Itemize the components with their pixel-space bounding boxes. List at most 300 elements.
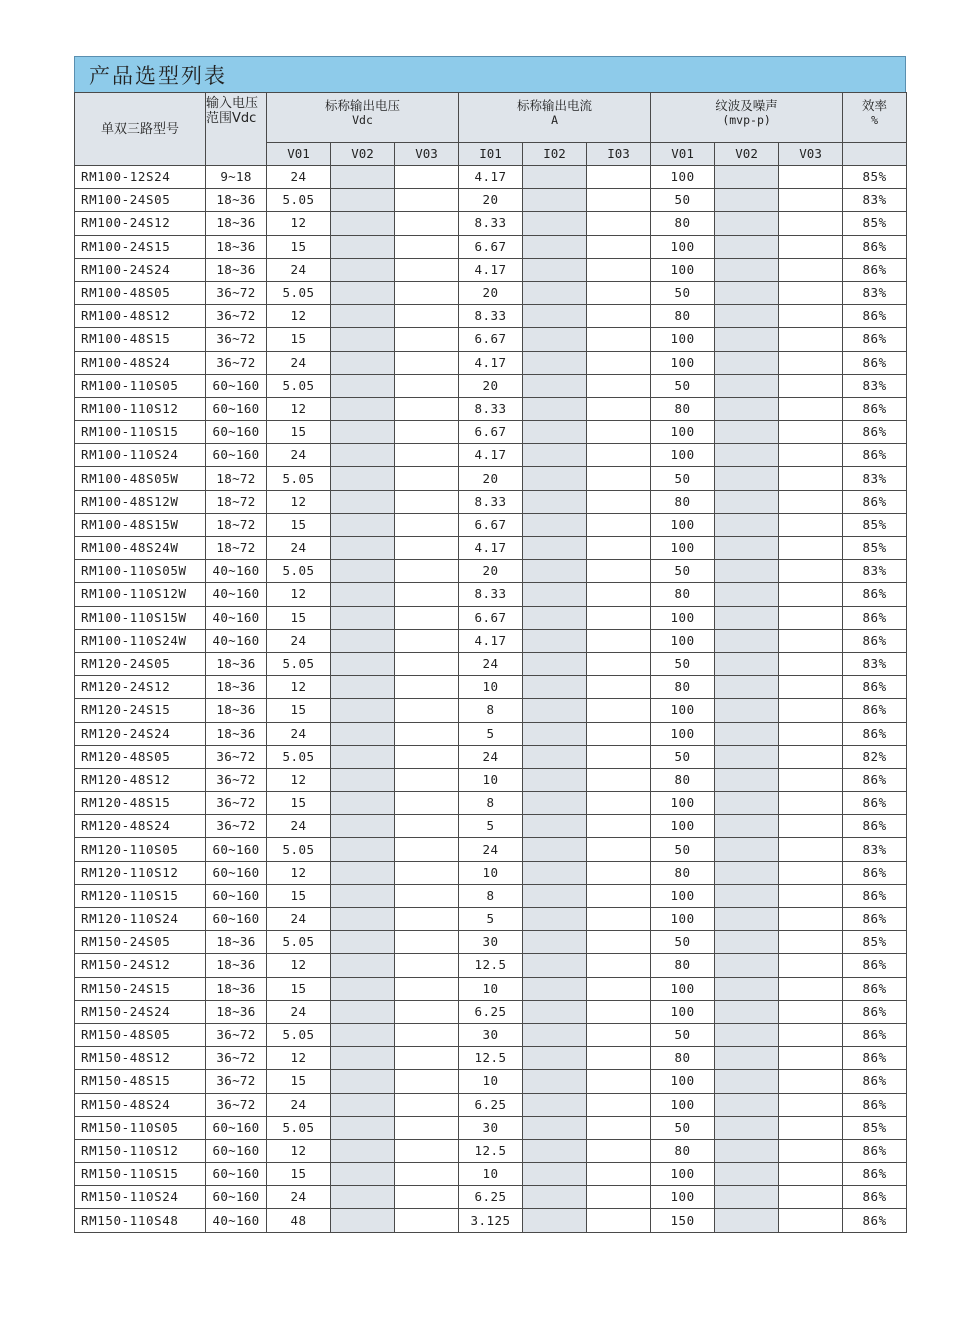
table-row — [75, 1047, 907, 1070]
cell-v03 — [395, 1116, 459, 1139]
cell-i03 — [587, 676, 651, 699]
cell-eff: 86% — [843, 861, 907, 884]
cell-model: RM120-48S15 — [75, 792, 206, 815]
cell-v03 — [395, 374, 459, 397]
cell-r01: 80 — [651, 676, 715, 699]
cell-r02 — [715, 699, 779, 722]
cell-v01: 12 — [267, 768, 331, 791]
cell-vin: 60~160 — [206, 861, 267, 884]
table-row — [75, 768, 907, 791]
cell-i01: 12.5 — [459, 1139, 523, 1162]
cell-model: RM150-110S15 — [75, 1163, 206, 1186]
cell-v02 — [331, 652, 395, 675]
cell-model: RM120-24S05 — [75, 652, 206, 675]
cell-i02 — [523, 1093, 587, 1116]
cell-r03 — [779, 258, 843, 281]
cell-eff: 83% — [843, 467, 907, 490]
header-model — [75, 93, 206, 166]
cell-i02 — [523, 1209, 587, 1232]
cell-r03 — [779, 374, 843, 397]
table-row — [75, 931, 907, 954]
cell-i02 — [523, 606, 587, 629]
cell-r01: 50 — [651, 931, 715, 954]
cell-r01: 80 — [651, 583, 715, 606]
cell-v03 — [395, 1093, 459, 1116]
cell-r02 — [715, 1186, 779, 1209]
cell-i02 — [523, 745, 587, 768]
cell-vin: 36~72 — [206, 305, 267, 328]
cell-i02 — [523, 328, 587, 351]
table-row — [75, 235, 907, 258]
cell-model: RM120-110S12 — [75, 861, 206, 884]
cell-v02 — [331, 374, 395, 397]
cell-v03 — [395, 629, 459, 652]
cell-vin: 18~36 — [206, 931, 267, 954]
cell-r01: 100 — [651, 166, 715, 189]
cell-r03 — [779, 351, 843, 374]
cell-i03 — [587, 722, 651, 745]
cell-v02 — [331, 699, 395, 722]
cell-i03 — [587, 305, 651, 328]
cell-r01: 100 — [651, 1070, 715, 1093]
cell-r02 — [715, 351, 779, 374]
cell-i01: 6.25 — [459, 1186, 523, 1209]
cell-model: RM100-24S05 — [75, 189, 206, 212]
cell-r02 — [715, 745, 779, 768]
cell-v02 — [331, 189, 395, 212]
cell-i01: 5 — [459, 908, 523, 931]
cell-v02 — [331, 861, 395, 884]
cell-model: RM120-24S15 — [75, 699, 206, 722]
cell-i01: 8 — [459, 699, 523, 722]
cell-r03 — [779, 792, 843, 815]
cell-v01: 12 — [267, 954, 331, 977]
cell-v03 — [395, 397, 459, 420]
cell-v01: 15 — [267, 977, 331, 1000]
cell-r02 — [715, 606, 779, 629]
cell-v02 — [331, 722, 395, 745]
cell-v02 — [331, 1093, 395, 1116]
cell-i03 — [587, 421, 651, 444]
cell-r03 — [779, 212, 843, 235]
table-row — [75, 908, 907, 931]
cell-i03 — [587, 1093, 651, 1116]
cell-v03 — [395, 884, 459, 907]
cell-model: RM150-110S48 — [75, 1209, 206, 1232]
cell-i01: 12.5 — [459, 1047, 523, 1070]
cell-r02 — [715, 1000, 779, 1023]
cell-v02 — [331, 792, 395, 815]
cell-v02 — [331, 931, 395, 954]
cell-vin: 9~18 — [206, 166, 267, 189]
cell-v03 — [395, 676, 459, 699]
cell-i03 — [587, 745, 651, 768]
cell-v03 — [395, 815, 459, 838]
cell-i03 — [587, 328, 651, 351]
cell-r02 — [715, 629, 779, 652]
cell-r03 — [779, 977, 843, 1000]
cell-vin: 60~160 — [206, 374, 267, 397]
cell-i03 — [587, 189, 651, 212]
cell-r01: 100 — [651, 1163, 715, 1186]
cell-vin: 60~160 — [206, 884, 267, 907]
cell-i01: 4.17 — [459, 351, 523, 374]
table-header — [75, 93, 907, 166]
cell-i03 — [587, 258, 651, 281]
cell-eff: 86% — [843, 676, 907, 699]
cell-vin: 36~72 — [206, 1023, 267, 1046]
cell-r02 — [715, 258, 779, 281]
cell-r02 — [715, 397, 779, 420]
cell-r01: 150 — [651, 1209, 715, 1232]
cell-model: RM150-48S12 — [75, 1047, 206, 1070]
cell-r02 — [715, 861, 779, 884]
cell-r02 — [715, 305, 779, 328]
cell-vin: 36~72 — [206, 351, 267, 374]
cell-model: RM120-48S05 — [75, 745, 206, 768]
header-vin — [206, 93, 267, 166]
cell-v01: 5.05 — [267, 560, 331, 583]
cell-v03 — [395, 1186, 459, 1209]
cell-i02 — [523, 676, 587, 699]
cell-i03 — [587, 652, 651, 675]
cell-eff: 86% — [843, 328, 907, 351]
cell-i03 — [587, 838, 651, 861]
cell-v03 — [395, 1163, 459, 1186]
cell-eff: 86% — [843, 606, 907, 629]
cell-r03 — [779, 467, 843, 490]
cell-v01: 5.05 — [267, 189, 331, 212]
cell-eff: 85% — [843, 166, 907, 189]
cell-v01: 5.05 — [267, 838, 331, 861]
cell-vin: 36~72 — [206, 1093, 267, 1116]
cell-vin: 18~36 — [206, 699, 267, 722]
cell-model: RM100-110S12W — [75, 583, 206, 606]
cell-vin: 60~160 — [206, 1163, 267, 1186]
cell-vin: 18~36 — [206, 212, 267, 235]
table-row — [75, 676, 907, 699]
cell-r03 — [779, 1163, 843, 1186]
cell-i03 — [587, 235, 651, 258]
cell-i03 — [587, 560, 651, 583]
table-row — [75, 189, 907, 212]
cell-r01: 100 — [651, 1000, 715, 1023]
cell-i02 — [523, 351, 587, 374]
cell-i01: 4.17 — [459, 258, 523, 281]
cell-i02 — [523, 908, 587, 931]
cell-vin: 18~36 — [206, 652, 267, 675]
table-row — [75, 560, 907, 583]
cell-i02 — [523, 281, 587, 304]
cell-v03 — [395, 212, 459, 235]
cell-v01: 5.05 — [267, 745, 331, 768]
cell-r02 — [715, 1209, 779, 1232]
header-v03: V03 — [395, 143, 459, 166]
cell-v02 — [331, 421, 395, 444]
cell-model: RM120-24S12 — [75, 676, 206, 699]
cell-v02 — [331, 583, 395, 606]
cell-vin: 60~160 — [206, 1139, 267, 1162]
cell-i01: 20 — [459, 374, 523, 397]
cell-r01: 100 — [651, 235, 715, 258]
cell-v01: 12 — [267, 397, 331, 420]
cell-v03 — [395, 908, 459, 931]
cell-v01: 24 — [267, 444, 331, 467]
cell-v03 — [395, 305, 459, 328]
cell-r03 — [779, 328, 843, 351]
cell-eff: 85% — [843, 1116, 907, 1139]
cell-r01: 50 — [651, 838, 715, 861]
cell-v02 — [331, 305, 395, 328]
cell-r01: 100 — [651, 351, 715, 374]
cell-vin: 36~72 — [206, 328, 267, 351]
cell-vin: 40~160 — [206, 560, 267, 583]
cell-vin: 18~36 — [206, 722, 267, 745]
table-row — [75, 722, 907, 745]
cell-r03 — [779, 189, 843, 212]
cell-v02 — [331, 1000, 395, 1023]
cell-v02 — [331, 954, 395, 977]
cell-eff: 83% — [843, 189, 907, 212]
cell-vin: 60~160 — [206, 838, 267, 861]
cell-r03 — [779, 606, 843, 629]
cell-model: RM150-48S15 — [75, 1070, 206, 1093]
cell-v02 — [331, 490, 395, 513]
cell-v01: 12 — [267, 305, 331, 328]
cell-v03 — [395, 722, 459, 745]
cell-v01: 5.05 — [267, 1023, 331, 1046]
cell-r02 — [715, 1139, 779, 1162]
cell-r01: 100 — [651, 328, 715, 351]
cell-i03 — [587, 467, 651, 490]
table-row — [75, 861, 907, 884]
cell-i03 — [587, 1000, 651, 1023]
cell-v01: 15 — [267, 328, 331, 351]
cell-eff: 86% — [843, 1209, 907, 1232]
cell-eff: 86% — [843, 954, 907, 977]
cell-v03 — [395, 583, 459, 606]
cell-r02 — [715, 374, 779, 397]
cell-v01: 24 — [267, 258, 331, 281]
table-row — [75, 1023, 907, 1046]
cell-r02 — [715, 537, 779, 560]
cell-v03 — [395, 1070, 459, 1093]
cell-i01: 6.67 — [459, 513, 523, 536]
cell-v03 — [395, 560, 459, 583]
cell-eff: 86% — [843, 444, 907, 467]
cell-vin: 36~72 — [206, 768, 267, 791]
cell-eff: 86% — [843, 1163, 907, 1186]
cell-model: RM100-12S24 — [75, 166, 206, 189]
header-r03: V03 — [779, 143, 843, 166]
cell-v02 — [331, 444, 395, 467]
cell-i01: 6.67 — [459, 606, 523, 629]
cell-r02 — [715, 235, 779, 258]
cell-v01: 12 — [267, 1047, 331, 1070]
cell-v02 — [331, 884, 395, 907]
cell-i02 — [523, 189, 587, 212]
cell-i01: 10 — [459, 977, 523, 1000]
cell-r01: 100 — [651, 606, 715, 629]
cell-r02 — [715, 444, 779, 467]
cell-v03 — [395, 977, 459, 1000]
cell-i01: 5 — [459, 815, 523, 838]
cell-v02 — [331, 351, 395, 374]
cell-v01: 48 — [267, 1209, 331, 1232]
cell-vin: 18~72 — [206, 467, 267, 490]
cell-v03 — [395, 235, 459, 258]
cell-v02 — [331, 977, 395, 1000]
cell-i01: 10 — [459, 1163, 523, 1186]
table-row — [75, 351, 907, 374]
cell-v01: 15 — [267, 792, 331, 815]
cell-r03 — [779, 444, 843, 467]
table-row — [75, 467, 907, 490]
cell-i02 — [523, 490, 587, 513]
cell-v02 — [331, 513, 395, 536]
cell-i03 — [587, 977, 651, 1000]
cell-r01: 80 — [651, 305, 715, 328]
table-row — [75, 258, 907, 281]
cell-v03 — [395, 931, 459, 954]
cell-r03 — [779, 629, 843, 652]
header-model-label: 单双三路型号 — [100, 121, 179, 137]
cell-i03 — [587, 583, 651, 606]
cell-i01: 6.25 — [459, 1000, 523, 1023]
cell-eff: 85% — [843, 537, 907, 560]
cell-i02 — [523, 977, 587, 1000]
cell-i02 — [523, 884, 587, 907]
cell-v02 — [331, 166, 395, 189]
cell-vin: 40~160 — [206, 606, 267, 629]
cell-vin: 18~36 — [206, 676, 267, 699]
cell-model: RM150-110S12 — [75, 1139, 206, 1162]
cell-i01: 20 — [459, 467, 523, 490]
cell-r01: 80 — [651, 1047, 715, 1070]
cell-i02 — [523, 560, 587, 583]
cell-r01: 50 — [651, 281, 715, 304]
cell-model: RM120-110S15 — [75, 884, 206, 907]
table-row — [75, 212, 907, 235]
cell-i03 — [587, 1116, 651, 1139]
cell-v01: 15 — [267, 884, 331, 907]
cell-r02 — [715, 421, 779, 444]
cell-vin: 18~72 — [206, 490, 267, 513]
cell-i03 — [587, 1186, 651, 1209]
cell-r03 — [779, 815, 843, 838]
header-vout — [267, 93, 459, 143]
cell-v03 — [395, 328, 459, 351]
cell-r02 — [715, 1070, 779, 1093]
header-vin-line1: 输入电压 — [206, 96, 259, 111]
cell-v02 — [331, 1047, 395, 1070]
cell-model: RM100-48S12W — [75, 490, 206, 513]
cell-eff: 86% — [843, 629, 907, 652]
cell-model: RM100-110S05 — [75, 374, 206, 397]
cell-v01: 15 — [267, 1163, 331, 1186]
cell-r03 — [779, 537, 843, 560]
table-row — [75, 1116, 907, 1139]
cell-r01: 80 — [651, 768, 715, 791]
cell-v01: 15 — [267, 513, 331, 536]
cell-v02 — [331, 1023, 395, 1046]
table-row — [75, 954, 907, 977]
cell-eff: 86% — [843, 1023, 907, 1046]
cell-r03 — [779, 305, 843, 328]
cell-v01: 24 — [267, 629, 331, 652]
cell-model: RM150-24S24 — [75, 1000, 206, 1023]
cell-r02 — [715, 815, 779, 838]
cell-r03 — [779, 884, 843, 907]
cell-model: RM150-48S24 — [75, 1093, 206, 1116]
cell-i02 — [523, 1116, 587, 1139]
table-row — [75, 1209, 907, 1232]
cell-i03 — [587, 606, 651, 629]
cell-i03 — [587, 1047, 651, 1070]
cell-i01: 8.33 — [459, 490, 523, 513]
cell-r02 — [715, 838, 779, 861]
cell-i01: 20 — [459, 560, 523, 583]
cell-r02 — [715, 908, 779, 931]
cell-r03 — [779, 954, 843, 977]
cell-vin: 60~160 — [206, 1116, 267, 1139]
cell-vin: 18~36 — [206, 1000, 267, 1023]
cell-vin: 40~160 — [206, 629, 267, 652]
cell-i02 — [523, 258, 587, 281]
cell-r03 — [779, 699, 843, 722]
cell-eff: 86% — [843, 1047, 907, 1070]
table-row — [75, 1163, 907, 1186]
table-row — [75, 815, 907, 838]
cell-i01: 10 — [459, 676, 523, 699]
cell-v02 — [331, 745, 395, 768]
cell-v01: 12 — [267, 676, 331, 699]
cell-model: RM100-110S24W — [75, 629, 206, 652]
cell-r02 — [715, 166, 779, 189]
cell-vin: 60~160 — [206, 444, 267, 467]
cell-v02 — [331, 328, 395, 351]
cell-r02 — [715, 1023, 779, 1046]
cell-i02 — [523, 397, 587, 420]
cell-r03 — [779, 560, 843, 583]
table-row — [75, 397, 907, 420]
cell-model: RM150-110S05 — [75, 1116, 206, 1139]
cell-vin: 60~160 — [206, 421, 267, 444]
cell-model: RM120-24S24 — [75, 722, 206, 745]
cell-r01: 50 — [651, 652, 715, 675]
cell-model: RM100-48S05W — [75, 467, 206, 490]
cell-eff: 86% — [843, 1186, 907, 1209]
table-row — [75, 745, 907, 768]
cell-i02 — [523, 699, 587, 722]
cell-r01: 80 — [651, 397, 715, 420]
cell-eff: 86% — [843, 977, 907, 1000]
cell-eff: 86% — [843, 235, 907, 258]
cell-r02 — [715, 977, 779, 1000]
cell-eff: 86% — [843, 258, 907, 281]
cell-eff: 86% — [843, 699, 907, 722]
title-bar — [74, 56, 906, 92]
header-ripple-unit: (mvp-p) — [722, 113, 771, 127]
cell-i02 — [523, 768, 587, 791]
cell-r01: 80 — [651, 1139, 715, 1162]
cell-i03 — [587, 1139, 651, 1162]
cell-i03 — [587, 768, 651, 791]
cell-vin: 36~72 — [206, 1070, 267, 1093]
cell-model: RM100-110S05W — [75, 560, 206, 583]
cell-eff: 86% — [843, 908, 907, 931]
cell-v01: 24 — [267, 908, 331, 931]
